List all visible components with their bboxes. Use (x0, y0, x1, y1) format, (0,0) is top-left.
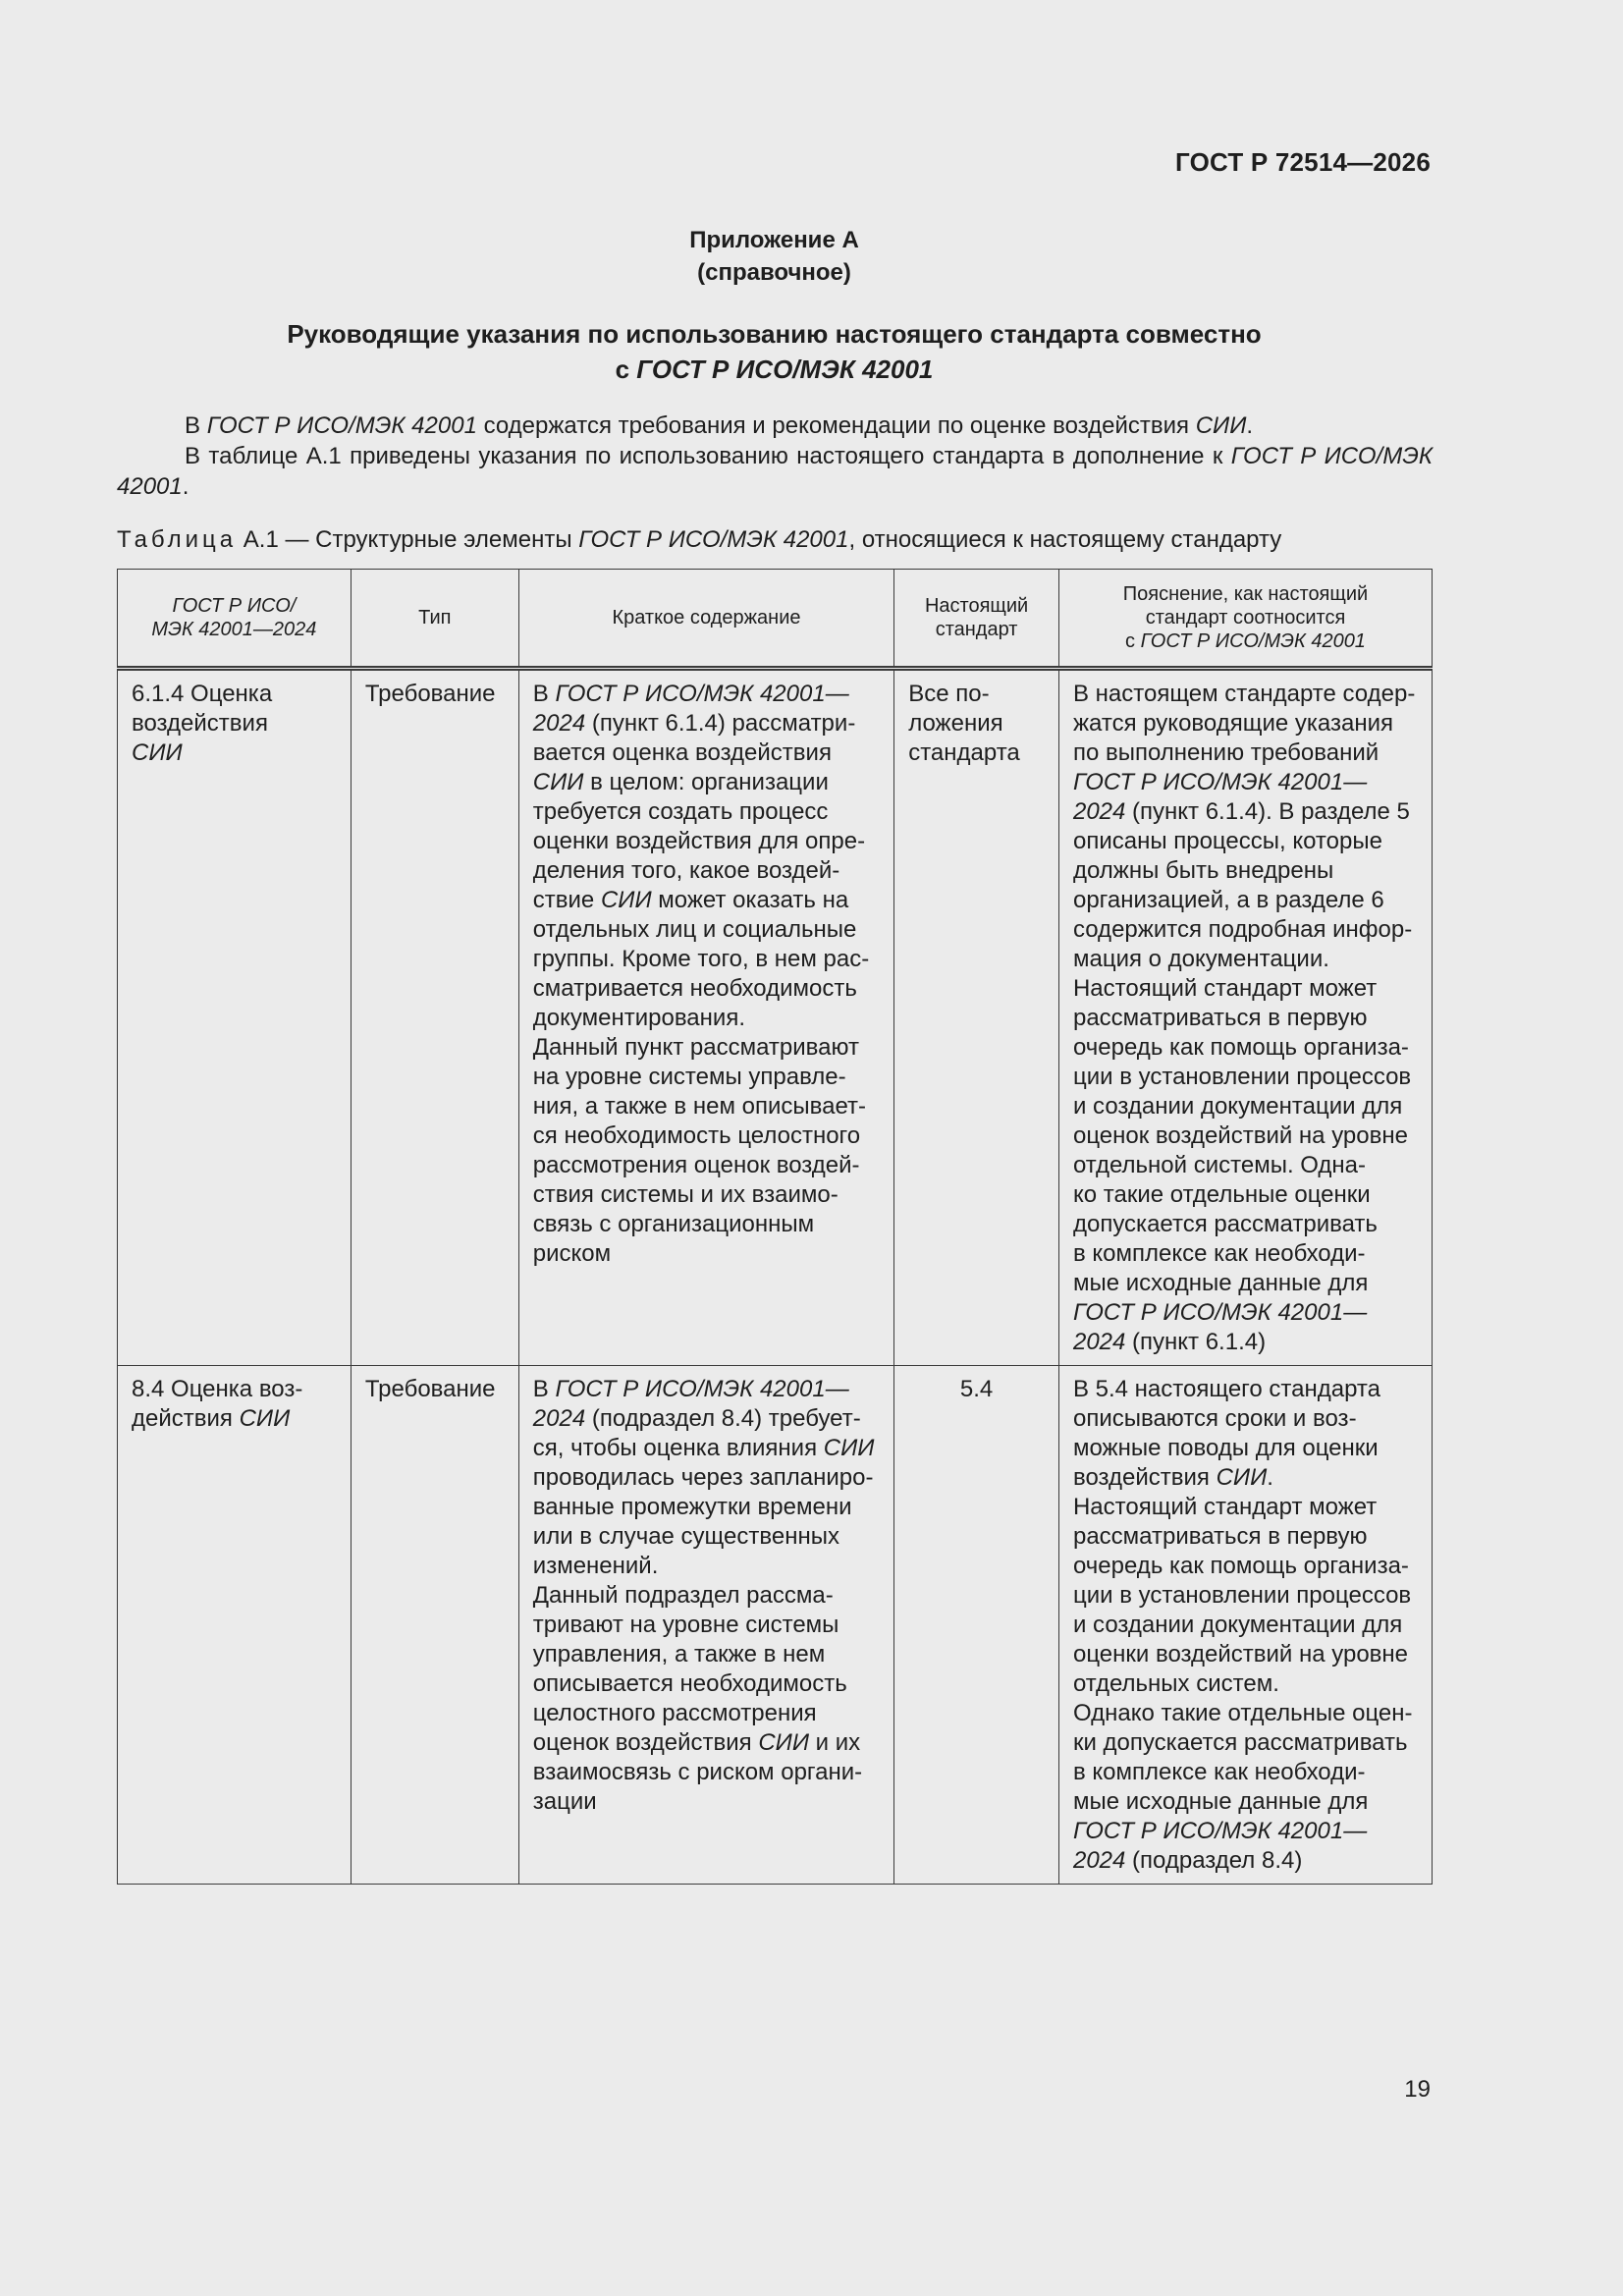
cell-iso-element (118, 669, 352, 1366)
header-cell-iso (118, 570, 352, 669)
italic-text-run: СИИ (132, 739, 183, 766)
italic-text-run: ГОСТ Р ИСО/МЭК 42001 (1140, 630, 1366, 652)
text-run: В 5.4 настоящего стандарта (1072, 1376, 1380, 1402)
text-run: ся, чтобы оценка влияния (532, 1435, 824, 1461)
text-run: ния, а также в нем описывает- (532, 1093, 866, 1120)
text-run: Настоящий стандарт может (1072, 975, 1378, 1002)
text-run: риском (532, 1240, 612, 1267)
text-run: управления, а также в нем (532, 1641, 826, 1667)
text-run: очередь как помощь организа- (1072, 1034, 1409, 1061)
italic-text-run: СИИ (1216, 1464, 1268, 1491)
text-run: стандарта (908, 739, 1020, 766)
text-run: ции в установлении процессов (1072, 1582, 1412, 1609)
text-run: В (532, 1376, 556, 1402)
text-run: ложения (908, 710, 1003, 737)
cell-this-standard (894, 1366, 1059, 1885)
text-run: содержатся требования и рекомендации по оценке воздействия (476, 412, 1196, 439)
text-run: отдельных лиц и социальные (532, 916, 857, 943)
text-run: сматривается необходимость (532, 975, 857, 1002)
text-run: проводилась через запланиро- (532, 1464, 874, 1491)
text-run: В (532, 681, 556, 707)
text-run: Настоящий стандарт может (1072, 1494, 1378, 1520)
text-run: описаны процессы, которые (1072, 828, 1382, 854)
structural-elements-table (117, 569, 1433, 1885)
text-run: в комплексе как необходи- (1072, 1759, 1366, 1785)
text-run: в целом: организации (583, 769, 829, 795)
table-row (118, 1366, 1433, 1885)
text-run: Все по- (908, 681, 990, 707)
text-run: ся необходимость целостного (532, 1122, 861, 1149)
text-run: организацией, а в разделе 6 (1072, 887, 1384, 913)
section-title-reference: ГОСТ Р ИСО/МЭК 42001 (636, 355, 934, 384)
text-run: Краткое содержание (612, 607, 801, 629)
text-run: мация о документации. (1072, 946, 1329, 972)
text-run: 6.1.4 Оценка (132, 681, 273, 707)
text-run: (подраздел 8.4) (1125, 1847, 1303, 1874)
section-title-line2 (0, 352, 1548, 387)
header-cell-summary (518, 570, 893, 669)
appendix-heading (0, 224, 1548, 289)
text-run: стандарт (935, 619, 1018, 640)
italic-text-run: ГОСТ Р ИСО/МЭК 42001— (555, 1376, 849, 1402)
text-run: ванные промежутки времени (532, 1494, 852, 1520)
text-run: требуется создать процесс (532, 798, 829, 825)
italic-text-run: СИИ (532, 769, 584, 795)
italic-text-run: ГОСТ Р ИСО/МЭК 42001 (578, 526, 849, 553)
table-caption-text (237, 526, 1281, 553)
table-header-row (118, 570, 1433, 669)
text-run: и их (809, 1729, 861, 1756)
cell-summary (518, 1366, 893, 1885)
text-run: рассматриваться в первую (1072, 1005, 1368, 1031)
text-run: воздействия (132, 710, 268, 737)
italic-text-run: 2024 (1072, 1329, 1126, 1355)
cell-iso-element (118, 1366, 352, 1885)
text-run: и создании документации для (1072, 1093, 1403, 1120)
text-run: связь с организационным (532, 1211, 815, 1237)
italic-text-run: ГОСТ Р ИСО/МЭК 42001— (1072, 1299, 1368, 1326)
text-run: оценки воздействия для опре- (532, 828, 866, 854)
text-run: взаимосвязь с риском органи- (532, 1759, 863, 1785)
text-run: рассмотрения оценок воздей- (532, 1152, 860, 1178)
text-run: рассматриваться в первую (1072, 1523, 1368, 1550)
text-run: стандарт соотносится (1145, 607, 1346, 629)
text-run: В (185, 412, 207, 439)
text-run: . (182, 473, 189, 500)
text-run: документирования. (532, 1005, 745, 1031)
cell-explanation (1058, 669, 1432, 1366)
text-run: очередь как помощь организа- (1072, 1553, 1409, 1579)
text-run: может оказать на (651, 887, 849, 913)
text-run: Данный пункт рассматривают (532, 1034, 859, 1061)
cell-explanation (1058, 1366, 1432, 1885)
text-run: мые исходные данные для (1072, 1270, 1369, 1296)
section-title-prefix: с (615, 355, 637, 384)
text-run: оценок воздействий на уровне (1072, 1122, 1408, 1149)
text-run: ствие (532, 887, 601, 913)
text-run: с (1125, 630, 1141, 652)
text-run: А.1 — Структурные элементы (237, 526, 579, 553)
page-number: 19 (1404, 2076, 1431, 2103)
header-cell-this-standard (894, 570, 1059, 669)
header-cell-explanation (1058, 570, 1432, 669)
italic-text-run: ГОСТ Р ИСО/МЭК 42001— (1072, 769, 1368, 795)
text-run: допускается рассматривать (1072, 1211, 1378, 1237)
text-run: можные поводы для оценки (1072, 1435, 1379, 1461)
italic-text-run: ГОСТ Р ИСО/МЭК 42001— (1072, 1818, 1368, 1844)
text-run: (пункт 6.1.4). В разделе 5 (1125, 798, 1410, 825)
italic-text-run: СИИ (600, 887, 652, 913)
text-run: или в случае существенных (532, 1523, 839, 1550)
text-run: воздействия (1072, 1464, 1217, 1491)
text-run: . (1267, 1464, 1273, 1491)
italic-text-run: 2024 (1072, 798, 1126, 825)
text-run: , относящиеся к настоящему стандарту (848, 526, 1282, 553)
text-run: В таблице А.1 приведены указания по использованию настоящего стандарта в дополнение к (185, 443, 1231, 469)
text-run: деления того, какое воздей- (532, 857, 840, 884)
italic-text-run: МЭК 42001—2024 (151, 619, 317, 640)
italic-text-run: СИИ (823, 1435, 875, 1461)
text-run: содержится подробная инфор- (1072, 916, 1413, 943)
text-run: 5.4 (959, 1376, 994, 1402)
text-run: ствия системы и их взаимо- (532, 1181, 839, 1208)
text-run: Требование (364, 681, 496, 707)
text-run: отдельных систем. (1072, 1670, 1279, 1697)
text-run: ции в установлении процессов (1072, 1064, 1412, 1090)
text-run: Данный подраздел рассма- (532, 1582, 834, 1609)
text-run: описывается необходимость (532, 1670, 847, 1697)
text-run: жатся руководящие указания (1072, 710, 1394, 737)
text-run: зации (532, 1788, 597, 1815)
italic-text-run: СИИ (1195, 412, 1247, 439)
text-run: в комплексе как необходи- (1072, 1240, 1366, 1267)
text-run: Тип (418, 607, 452, 629)
text-run: Требование (364, 1376, 496, 1402)
text-run: (пункт 6.1.4) (1125, 1329, 1267, 1355)
text-run: отдельной системы. Одна- (1072, 1152, 1367, 1178)
text-run: действия (132, 1405, 240, 1432)
text-run: на уровне системы управле- (532, 1064, 846, 1090)
text-run: должны быть внедрены (1072, 857, 1334, 884)
italic-text-run: ГОСТ Р ИСО/ (172, 595, 297, 617)
section-title (0, 316, 1548, 387)
intro-paragraph-1 (117, 410, 1433, 441)
table-caption-label: Таблица (117, 526, 238, 553)
header-cell-type (351, 570, 518, 669)
text-run: . (1246, 412, 1254, 439)
text-run: оценки воздействий на уровне (1072, 1641, 1409, 1667)
cell-this-standard (894, 669, 1059, 1366)
text-run: группы. Кроме того, в нем рас- (532, 946, 870, 972)
appendix-title: Приложение А (689, 227, 859, 253)
italic-text-run: СИИ (239, 1405, 291, 1432)
text-run: 8.4 Оценка воз- (132, 1376, 303, 1402)
italic-text-run: 2024 (532, 1405, 586, 1432)
text-run: описываются сроки и воз- (1072, 1405, 1357, 1432)
text-run: тривают на уровне системы (532, 1612, 839, 1638)
text-run: Пояснение, как настоящий (1122, 583, 1369, 605)
table-row (118, 669, 1433, 1366)
italic-text-run: 2024 (532, 710, 586, 737)
text-run: вается оценка воздействия (532, 739, 832, 766)
text-run: мые исходные данные для (1072, 1788, 1369, 1815)
cell-summary (518, 669, 893, 1366)
text-run: оценок воздействия (532, 1729, 759, 1756)
text-run: (пункт 6.1.4) рассматри- (585, 710, 856, 737)
italic-text-run: ГОСТ Р ИСО/МЭК 42001 (117, 443, 1433, 500)
italic-text-run: 2024 (1072, 1847, 1126, 1874)
table-caption (117, 526, 1281, 554)
text-run: Однако такие отдельные оцен- (1072, 1700, 1413, 1726)
appendix-kind: (справочное) (697, 259, 851, 286)
document-number: ГОСТ Р 72514—2026 (1175, 147, 1431, 177)
text-run: целостного рассмотрения (532, 1700, 817, 1726)
text-run: В настоящем стандарте содер- (1072, 681, 1416, 707)
text-run: Настоящий (924, 595, 1029, 617)
text-run: ко такие отдельные оценки (1072, 1181, 1371, 1208)
text-run: (подраздел 8.4) требует- (585, 1405, 861, 1432)
section-title-line1: Руководящие указания по использованию настоящего стандарта совместно (287, 319, 1262, 349)
italic-text-run: ГОСТ Р ИСО/МЭК 42001— (555, 681, 849, 707)
italic-text-run: ГОСТ Р ИСО/МЭК 42001 (206, 412, 477, 439)
text-run: ки допускается рассматривать (1072, 1729, 1408, 1756)
text-run: изменений. (532, 1553, 659, 1579)
text-run: и создании документации для (1072, 1612, 1403, 1638)
italic-text-run: СИИ (758, 1729, 809, 1756)
intro-text (117, 410, 1433, 502)
cell-type (351, 669, 518, 1366)
cell-type (351, 1366, 518, 1885)
intro-paragraph-2 (117, 441, 1433, 502)
text-run: по выполнению требований (1072, 739, 1380, 766)
